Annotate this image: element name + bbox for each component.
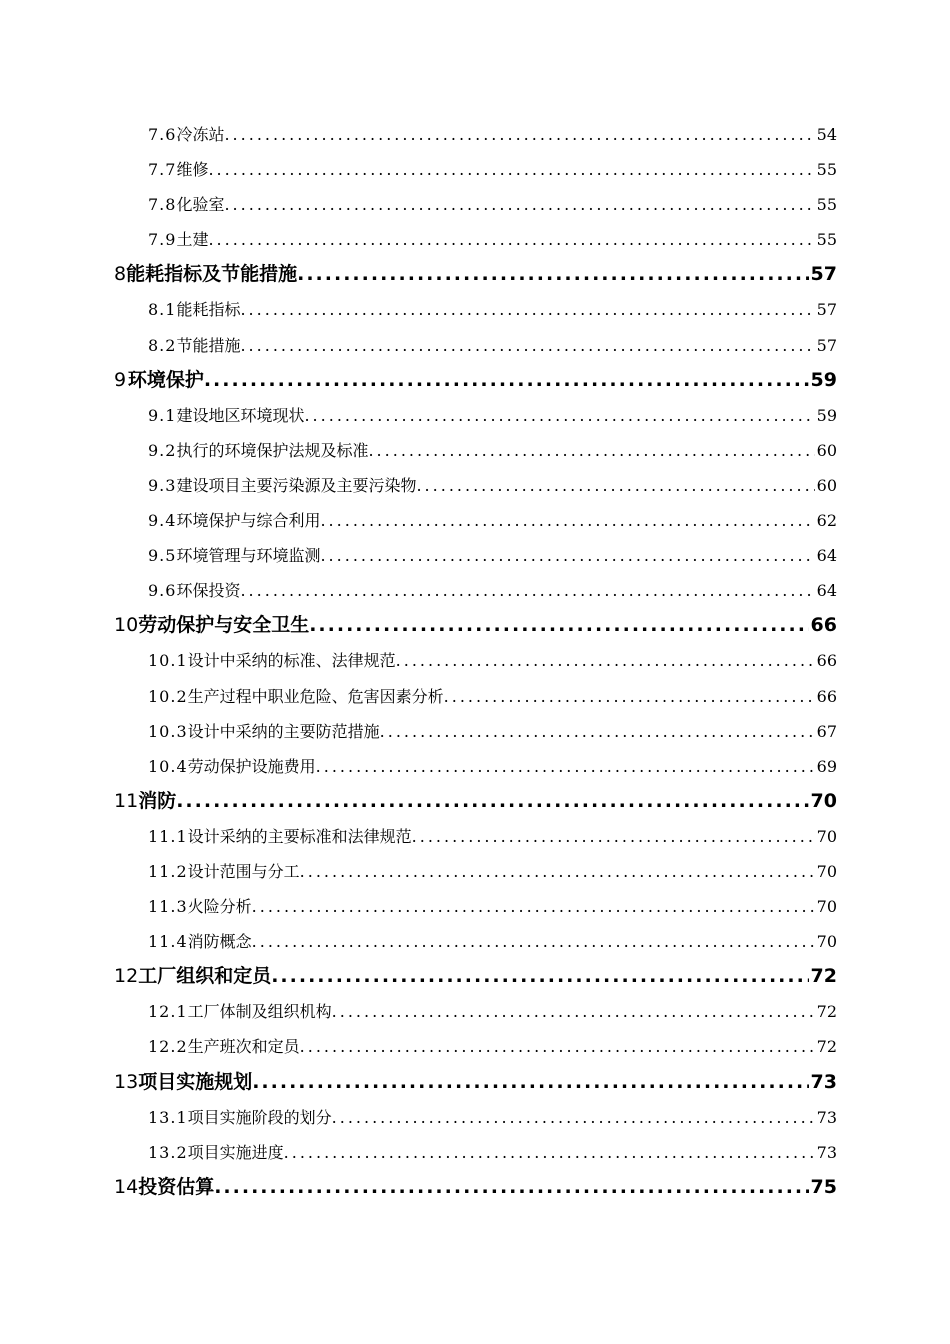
dot-leader [224,187,814,222]
toc-number: 8 [114,263,127,286]
toc-number: 13.2 [148,1142,188,1162]
dot-leader [240,328,814,363]
toc-page-number: 73 [810,1070,837,1093]
toc-entry-8-1[interactable] [0,292,950,327]
toc-entry-7-6[interactable] [0,117,950,152]
toc-number: 9.3 [148,475,177,495]
toc-number: 9.1 [148,405,177,425]
toc-entry-7-9[interactable] [0,222,950,257]
toc-number: 12.2 [148,1037,188,1057]
dot-leader [300,1029,815,1064]
toc-page-number: 73 [816,1107,837,1127]
toc-title: 化验室 [176,195,225,215]
toc-entry-10-4[interactable] [0,749,950,784]
toc-title: 生产班次和定员 [187,1037,300,1057]
toc-title: 冷冻站 [176,125,225,144]
toc-title: 环境保护 [127,368,204,391]
toc-page-number: 57 [810,263,837,286]
toc-entry-8-2[interactable] [0,328,950,363]
toc-title: 设计范围与分工 [187,861,300,881]
toc-page-number: 55 [816,230,837,250]
toc-title: 节能措施 [176,335,241,355]
toc-title: 项目实施规划 [138,1070,253,1093]
dot-leader [309,608,808,643]
toc-number: 10 [114,614,139,637]
dot-leader [304,398,814,433]
toc-entry-10-2[interactable] [0,679,950,714]
toc-title: 生产过程中职业危险、危害因素分析 [187,686,444,706]
dot-leader [320,538,814,573]
toc-title: 建设地区环境现状 [176,405,305,425]
toc-number: 10.1 [148,651,188,671]
toc-number: 12.1 [148,1002,188,1022]
toc-page-number: 72 [816,1037,837,1057]
toc-title: 土建 [176,230,209,250]
dot-leader [380,714,815,749]
dot-leader [396,643,815,678]
toc-number: 11 [114,789,139,812]
toc-number: 9 [114,368,127,391]
dot-leader [332,1100,815,1135]
toc-page-number: 64 [816,581,837,601]
toc-entry-11-4[interactable] [0,924,950,959]
toc-chapter-11[interactable] [0,784,950,819]
dot-leader [284,1135,815,1170]
toc-number: 9.5 [148,546,177,566]
toc-chapter-14[interactable] [0,1170,950,1205]
toc-page-number: 70 [816,861,837,881]
toc-number: 10.4 [148,756,188,776]
toc-title: 执行的环境保护法规及标准 [176,440,369,460]
dot-leader [332,994,815,1029]
toc-entry-9-1[interactable] [0,398,950,433]
dot-leader [240,573,814,608]
toc-title: 投资估算 [138,1175,215,1198]
dot-leader [320,503,814,538]
toc-page-number: 66 [816,651,837,671]
toc-number: 11.3 [148,897,188,917]
toc-entry-10-1[interactable] [0,643,950,678]
toc-entry-11-2[interactable] [0,854,950,889]
dot-leader [368,433,814,468]
toc-number: 7.8 [148,195,177,215]
toc-page-number: 72 [816,1002,837,1022]
toc-number: 13 [114,1070,139,1093]
toc-page-number: 70 [816,932,837,952]
toc-title: 项目实施进度 [187,1142,284,1162]
toc-title: 环境管理与环境监测 [176,546,321,566]
toc-entry-7-7[interactable] [0,152,950,187]
toc-title: 工厂体制及组织机构 [187,1002,332,1022]
toc-title: 环境保护与综合利用 [176,511,321,531]
toc-number: 12 [114,965,139,988]
dot-leader [208,152,814,187]
toc-page-number: 70 [810,789,837,812]
toc-page-number: 54 [816,125,837,144]
toc-title: 项目实施阶段的划分 [187,1107,332,1127]
toc-page-number: 59 [816,405,837,425]
dot-leader [316,749,815,784]
toc-number: 11.4 [148,932,188,952]
toc-page-number: 60 [816,475,837,495]
toc-page-number: 75 [810,1175,837,1198]
toc-page-number: 66 [816,686,837,706]
toc-entry-11-3[interactable] [0,889,950,924]
table-of-contents [0,117,950,1205]
toc-number: 7.6 [148,125,177,144]
toc-entry-11-1[interactable] [0,819,950,854]
toc-number: 10.2 [148,686,188,706]
toc-title: 火险分析 [187,897,252,917]
toc-title: 能耗指标 [176,300,241,320]
dot-leader [204,363,809,398]
toc-page-number: 73 [816,1142,837,1162]
toc-page-number: 66 [810,614,837,637]
toc-page-number: 55 [816,195,837,215]
dot-leader [412,819,815,854]
toc-number: 10.3 [148,721,188,741]
toc-entry-9-4[interactable] [0,503,950,538]
dot-leader [214,1170,808,1205]
toc-number: 11.2 [148,861,188,881]
toc-page-number: 64 [816,546,837,566]
toc-page-number: 70 [816,897,837,917]
toc-number: 11.1 [148,826,188,846]
dot-leader [208,222,814,257]
dot-leader [416,468,814,503]
dot-leader [252,1065,808,1100]
toc-number: 9.4 [148,511,177,531]
toc-page-number: 57 [816,335,837,355]
dot-leader [297,257,808,292]
toc-title: 设计中采纳的主要防范措施 [187,721,380,741]
toc-number: 8.2 [148,335,177,355]
dot-leader [252,924,815,959]
toc-number: 8.1 [148,300,177,320]
toc-title: 劳动保护设施费用 [187,756,316,776]
toc-title: 工厂组织和定员 [138,965,272,988]
toc-title: 消防概念 [187,932,252,952]
toc-entry-13-2[interactable] [0,1135,950,1170]
toc-title: 消防 [138,789,177,812]
toc-title: 能耗指标及节能措施 [126,263,298,286]
toc-number: 9.6 [148,581,177,601]
dot-leader [240,292,814,327]
toc-page-number: 55 [816,160,837,180]
toc-title: 设计采纳的主要标准和法律规范 [187,826,412,846]
dot-leader [444,679,815,714]
toc-entry-13-1[interactable] [0,1100,950,1135]
toc-title: 建设项目主要污染源及主要污染物 [176,475,417,495]
dot-leader [271,959,808,994]
toc-chapter-8[interactable] [0,257,950,292]
toc-entry-12-1[interactable] [0,994,950,1029]
toc-entry-9-3[interactable] [0,468,950,503]
toc-page-number: 70 [816,826,837,846]
toc-entry-9-5[interactable] [0,538,950,573]
toc-number: 14 [114,1175,139,1198]
toc-number: 7.9 [148,230,177,250]
toc-entry-9-6[interactable] [0,573,950,608]
toc-entry-9-2[interactable] [0,433,950,468]
toc-number: 13.1 [148,1107,188,1127]
toc-page-number: 59 [810,368,837,391]
toc-entry-7-8[interactable] [0,187,950,222]
toc-chapter-12[interactable] [0,959,950,994]
dot-leader [300,854,815,889]
toc-entry-12-2[interactable] [0,1029,950,1064]
toc-title: 环保投资 [176,581,241,601]
toc-page-number: 60 [816,440,837,460]
toc-page-number: 69 [816,756,837,776]
dot-leader [252,889,815,924]
toc-chapter-10[interactable] [0,608,950,643]
toc-page-number: 72 [810,965,837,988]
toc-number: 9.2 [148,440,177,460]
dot-leader [224,117,814,152]
toc-entry-10-3[interactable] [0,714,950,749]
toc-page-number: 57 [816,300,837,320]
toc-title: 维修 [176,160,209,180]
dot-leader [176,784,808,819]
toc-page-number: 62 [816,511,837,531]
toc-number: 7.7 [148,160,177,180]
toc-chapter-13[interactable] [0,1065,950,1100]
toc-page-number: 67 [816,721,837,741]
toc-title: 劳动保护与安全卫生 [138,614,310,637]
toc-title: 设计中采纳的标准、法律规范 [187,651,396,671]
toc-chapter-9[interactable] [0,363,950,398]
